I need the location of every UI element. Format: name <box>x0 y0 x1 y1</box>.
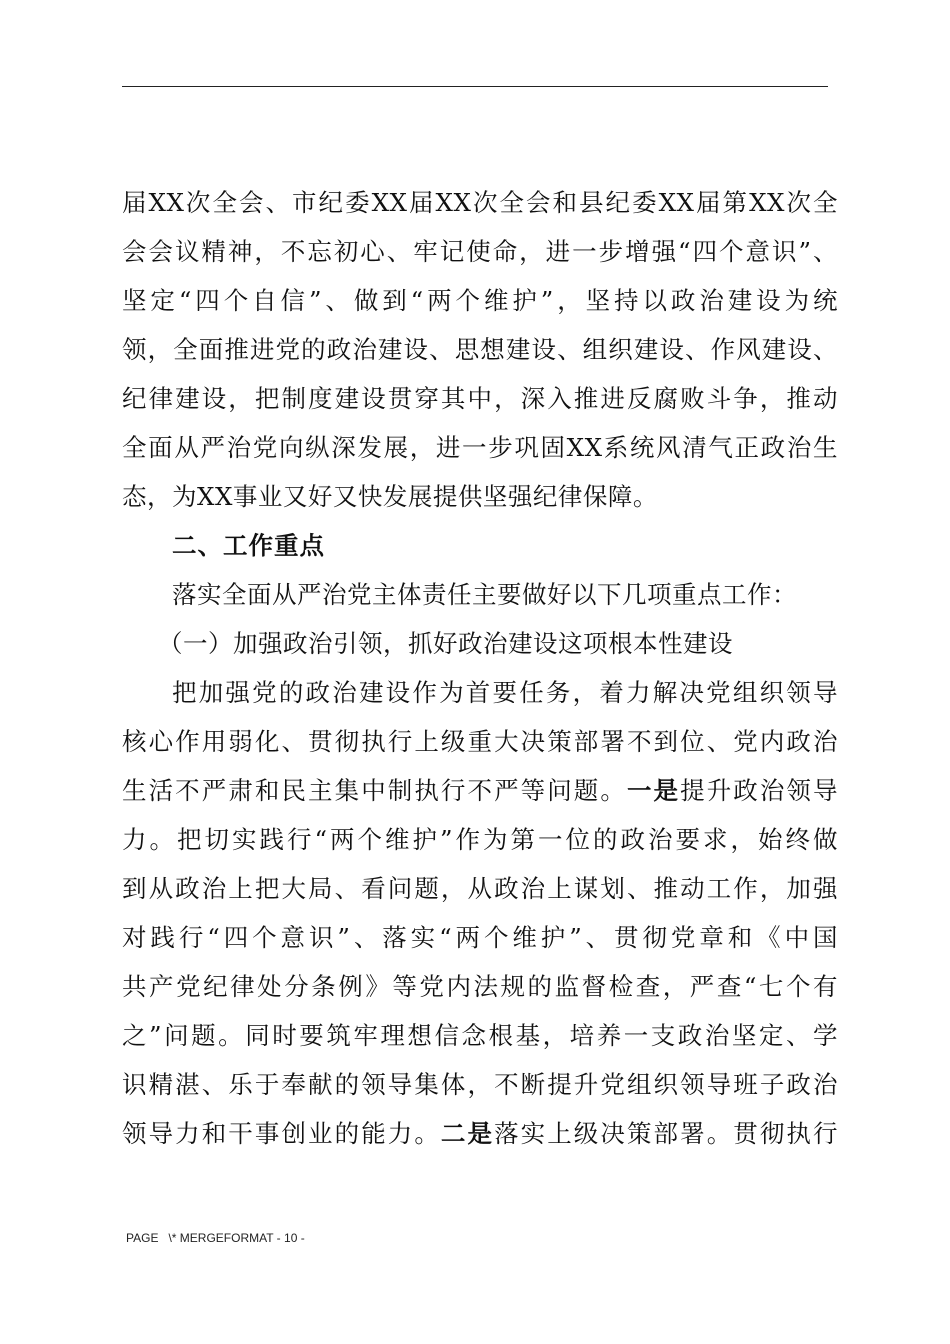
paragraph-line: 全面从严治党向纵深发展，进一步巩固XX系统风清气正政治生 <box>122 433 838 462</box>
paragraph-line: 核心作用弱化、贯彻执行上级重大决策部署不到位、党内政治 <box>122 727 838 756</box>
paragraph-line: 领，全面推进党的政治建设、思想建设、组织建设、作风建设、 <box>122 335 838 364</box>
line-text: 落实上级决策部署。贯彻执行 <box>494 1119 838 1148</box>
paragraph-line: 力。把切实践行“两个维护”作为第一位的政治要求，始终做 <box>122 825 838 854</box>
paragraph-line: 对践行“四个意识”、落实“两个维护”、贯彻党章和《中国 <box>122 923 838 952</box>
document-body <box>122 178 838 1158</box>
paragraph-line: 识精湛、乐于奉献的领导集体，不断提升党组织领导班子政治 <box>122 1070 838 1099</box>
paragraph-line: 坚定“四个自信”、做到“两个维护”，坚持以政治建设为统 <box>122 286 838 315</box>
page-footer: PAGE \* MERGEFORMAT - 10 - <box>126 1231 305 1245</box>
paragraph-line <box>122 1109 838 1158</box>
paragraph-line: 把加强党的政治建设作为首要任务，着力解决党组织领导 <box>172 678 838 707</box>
paragraph-line: 届XX次全会、市纪委XX届XX次全会和县纪委XX届第XX次全 <box>122 188 838 217</box>
subsection-heading: （一）加强政治引领，抓好政治建设这项根本性建设 <box>158 629 733 658</box>
header-rule <box>122 86 828 87</box>
lead-phrase: 二是 <box>440 1119 495 1148</box>
paragraph-line: 纪律建设，把制度建设贯穿其中，深入推进反腐败斗争，推动 <box>122 384 838 413</box>
paragraph-line: 会会议精神，不忘初心、牢记使命，进一步增强“四个意识”、 <box>122 237 838 266</box>
section-heading: 二、工作重点 <box>172 531 325 560</box>
line-text: 提升政治领导 <box>680 776 839 805</box>
paragraph-line: 到从政治上把大局、看问题，从政治上谋划、推动工作，加强 <box>122 874 838 903</box>
lead-phrase: 一是 <box>626 776 681 805</box>
paragraph-line: 态，为XX事业又好又快发展提供坚强纪律保障。 <box>122 482 658 511</box>
line-text: 生活不严肃和民主集中制执行不严等问题。 <box>122 776 627 805</box>
paragraph-line <box>122 766 838 815</box>
line-text: 领导力和干事创业的能力。 <box>122 1119 441 1148</box>
paragraph-line: 落实全面从严治党主体责任主要做好以下几项重点工作： <box>172 580 797 609</box>
paragraph-line: 之”问题。同时要筑牢理想信念根基，培养一支政治坚定、学 <box>122 1021 838 1050</box>
paragraph-line: 共产党纪律处分条例》等党内法规的监督检查，严查“七个有 <box>122 972 838 1001</box>
